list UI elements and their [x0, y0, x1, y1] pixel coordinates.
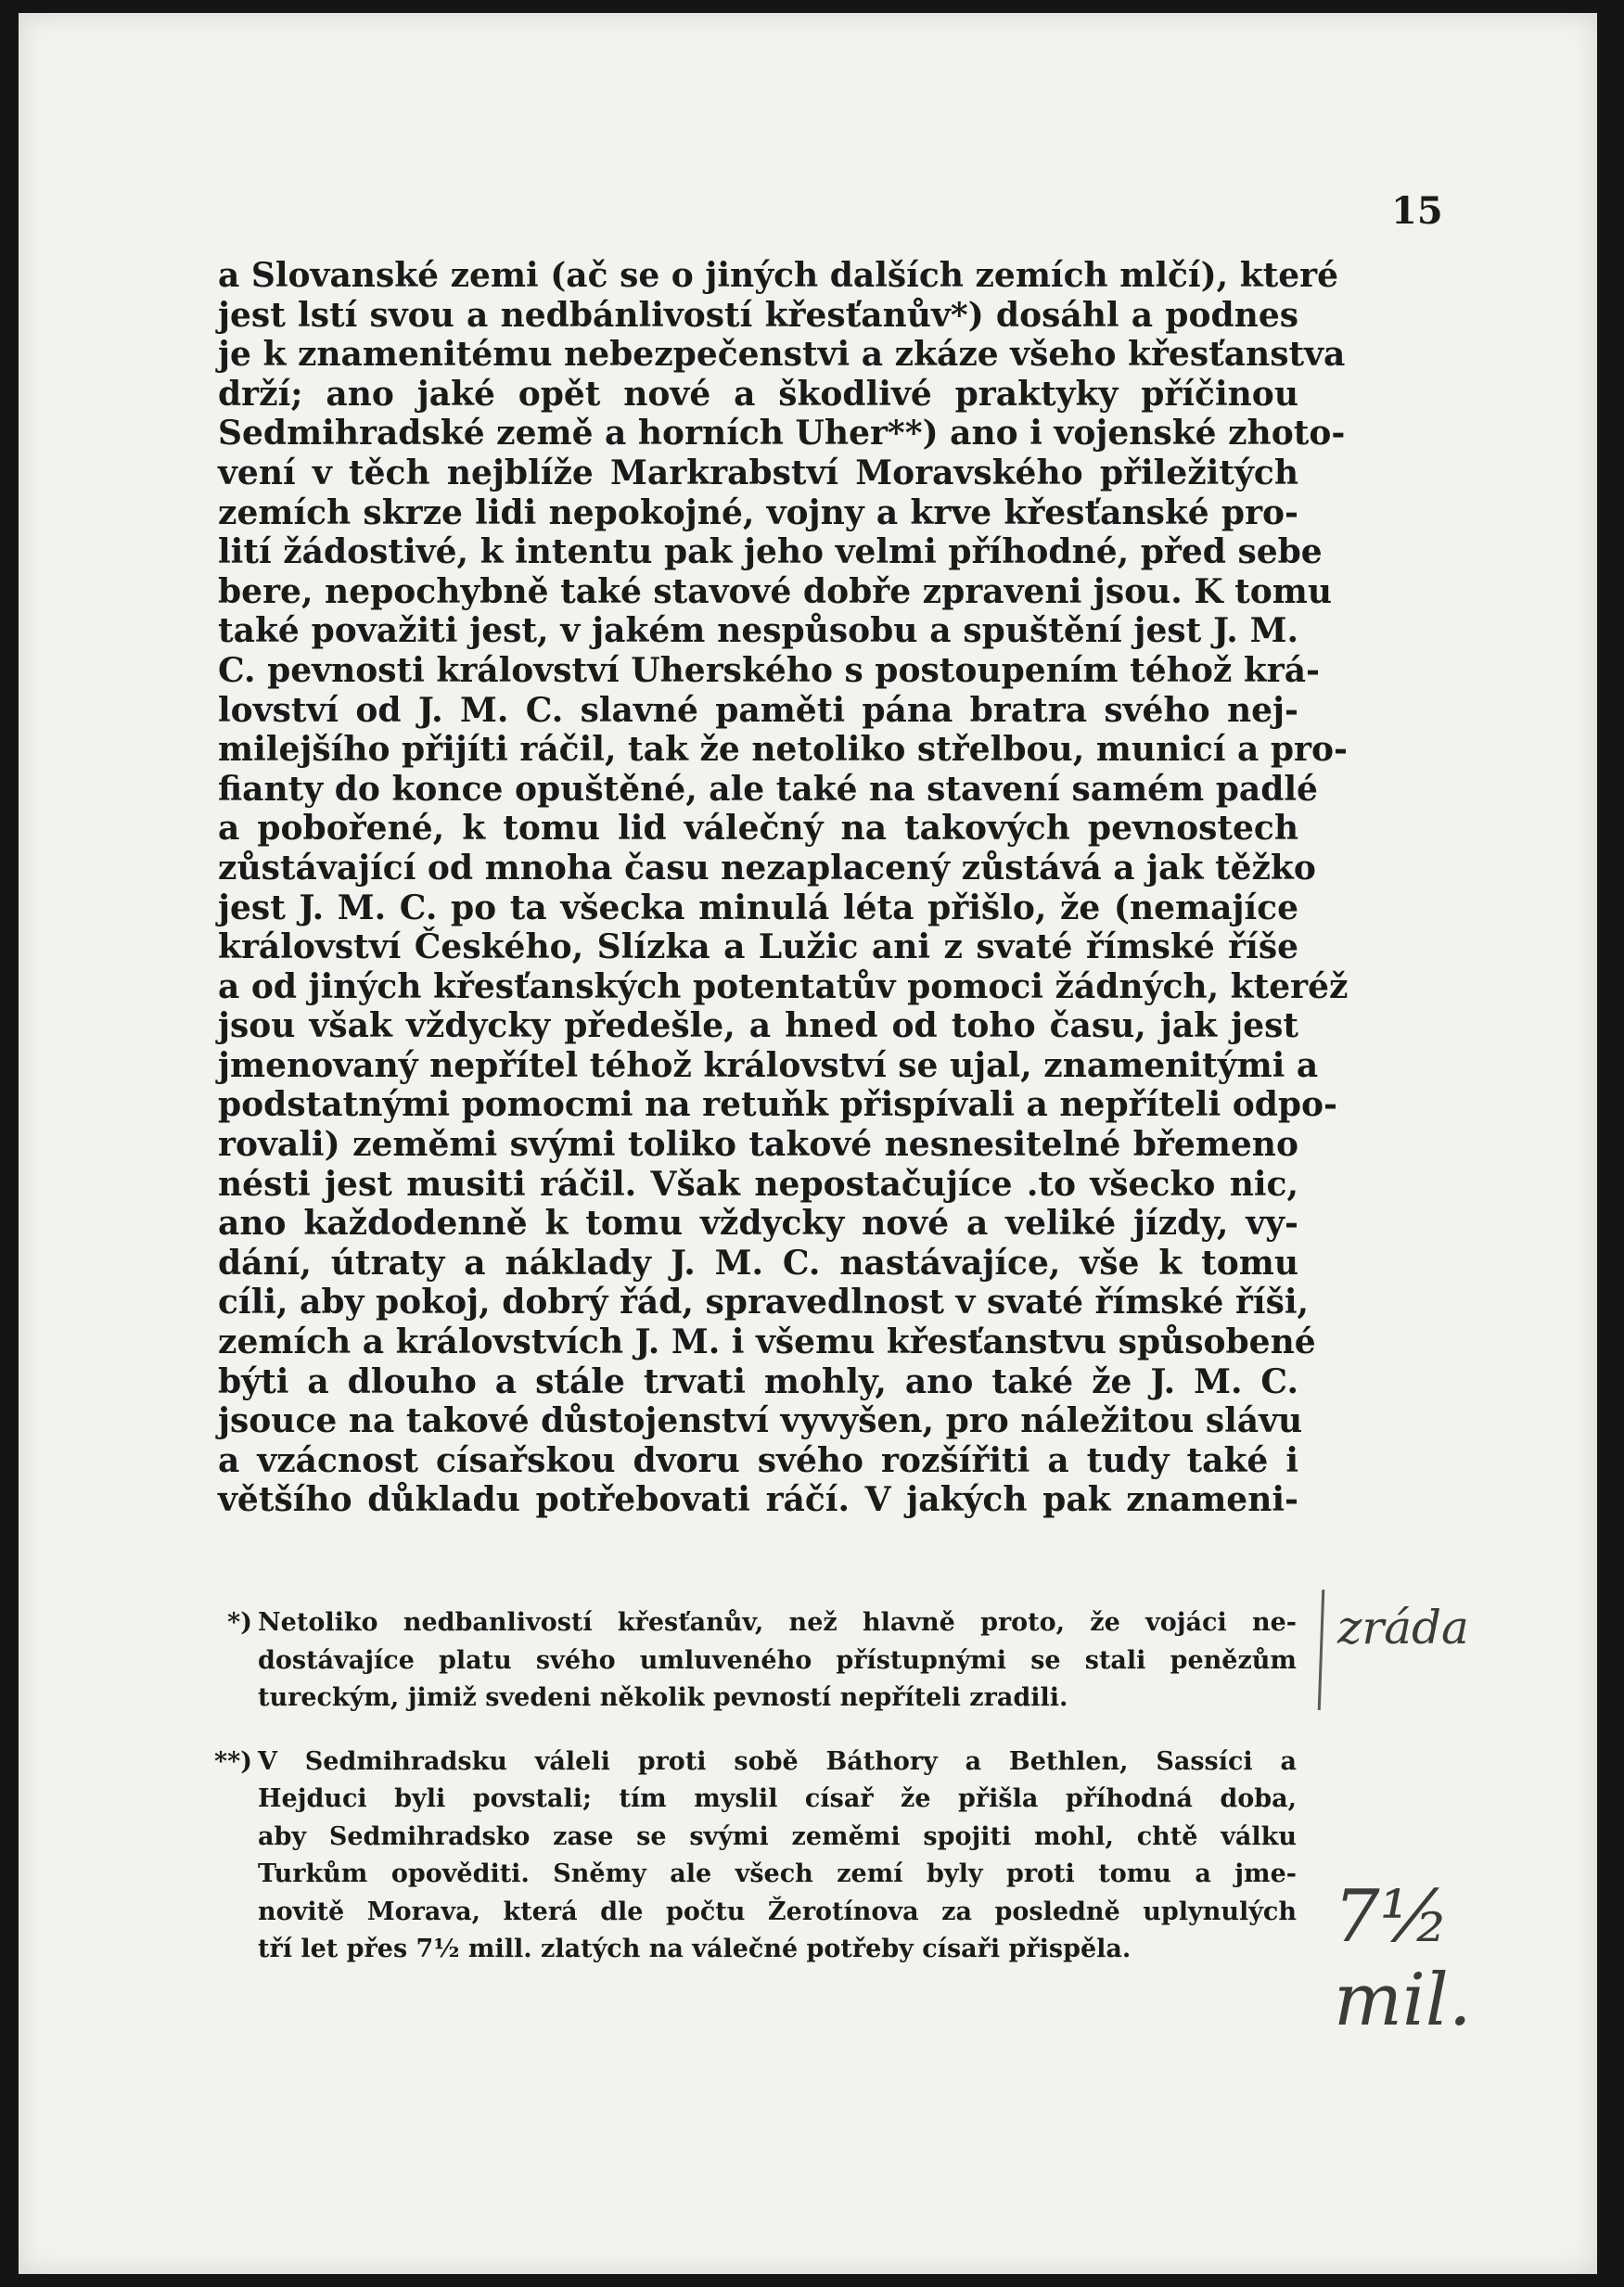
- footnote-marker: **): [213, 1746, 252, 1776]
- footnote-line: aby Sedmihradsko zase se svými zeměmi spojiti mohl, chtě válku: [258, 1821, 1297, 1851]
- footnote-line: Turkům opověditi. Sněmy ale všech zemí byly proti tomu a jme-: [258, 1859, 1297, 1888]
- text-line: lití žádostivé, k intentu pak jeho velmi příhodné, před sebe: [218, 532, 1323, 572]
- text-line: zemích a královstvích J. M. i všemu křesťanstvu spůsobené: [218, 1322, 1316, 1362]
- text-line: cíli, aby pokoj, dobrý řád, spravedlnost v svaté římské říši,: [218, 1283, 1310, 1322]
- text-line: podstatnými pomocmi na retuňk přispívali a nepříteli odpo-: [218, 1085, 1338, 1125]
- text-line: lovství od J. M. C. slavné paměti pána bratra svého nej-: [218, 690, 1298, 730]
- text-line: zůstávající od mnoha času nezaplacený zůstává a jak těžko: [218, 848, 1316, 888]
- text-line: jsouce na takové důstojenství vyvyšen, pro náležitou slávu: [218, 1401, 1303, 1441]
- text-line: je k znamenitému nebezpečenstvi a zkáze všeho křesťanstva: [218, 335, 1346, 375]
- text-line: jest lstí svou a nedbánlivostí křesťanův*) dosáhl a podnes: [218, 295, 1298, 335]
- text-line: také považiti jest, v jakém nespůsobu a spuštění jest J. M.: [218, 611, 1298, 651]
- footnote-line: tří let přes 7½ mill. zlatých na válečné potřeby císaři přispěla.: [258, 1935, 1132, 1963]
- text-line: bere, nepochybně také stavové dobře zpraveni jsou. K tomu: [218, 571, 1333, 611]
- text-line: jest J. M. C. po ta všecka minulá léta přišlo, že (nemajíce: [218, 888, 1298, 927]
- text-line: C. pevnosti království Uherského s postoupením téhož krá-: [218, 650, 1320, 690]
- text-line: nésti jest musiti ráčil. Však nepostačujíce .to všecko nic,: [218, 1164, 1298, 1204]
- text-line: zemích skrze lidi nepokojné, vojny a krve křesťanské pro-: [218, 492, 1298, 532]
- text-line: jmenovaný nepřítel téhož království se ujal, znamenitými a: [218, 1045, 1319, 1085]
- footnote-line: V Sedmihradsku váleli proti sobě Báthory a Bethlen, Sassíci a: [258, 1746, 1297, 1776]
- footnotes: [213, 1604, 1297, 1995]
- handwritten-margin-bar: [1318, 1590, 1325, 1710]
- text-line: rovali) zeměmi svými toliko takové nesnesitelné břemeno: [218, 1125, 1298, 1165]
- page-number: 15: [1391, 189, 1443, 233]
- text-line: býti a dlouho a stále trvati mohly, ano také že J. M. C.: [218, 1361, 1298, 1401]
- footnote: [227, 1604, 1297, 1718]
- handwritten-note-amount: 7½ mil.: [1334, 1875, 1472, 2042]
- footnote-line: Netoliko nedbanlivostí křesťanův, než hlavně proto, že vojáci ne-: [258, 1608, 1297, 1637]
- text-line: vení v těch nejblíže Markrabství Moravského přiležitých: [218, 453, 1298, 492]
- footnote: [213, 1744, 1297, 1969]
- text-line: a vzácnost císařskou dvoru svého rozšířiti a tudy také i: [218, 1440, 1298, 1480]
- document-page: [19, 13, 1597, 2274]
- handwritten-note-zrada: zráda: [1337, 1601, 1469, 1655]
- text-line: fianty do konce opuštěné, ale také na stavení samém padlé: [218, 769, 1318, 809]
- text-line: a pobořené, k tomu lid válečný na takových pevnostech: [218, 809, 1298, 849]
- text-line: jsou však vždycky předešle, a hned od toho času, jak jest: [218, 1006, 1298, 1046]
- text-line: ano každodenně k tomu vždycky nové a veliké jízdy, vy-: [218, 1204, 1298, 1244]
- text-line: Sedmihradské země a horních Uher**) ano i vojenské zhoto-: [218, 414, 1346, 454]
- text-line: a Slovanské zemi (ač se o jiných dalších zemích mlčí), které: [218, 256, 1339, 295]
- text-line: drží; ano jaké opět nové a škodlivé praktyky příčinou: [218, 374, 1298, 414]
- footnote-line: tureckým, jimiž svedeni několik pevností nepříteli zradili.: [258, 1683, 1068, 1712]
- footnote-marker: *): [227, 1608, 252, 1637]
- text-line: milejšího přijíti ráčil, tak že netoliko střelbou, municí a pro-: [218, 730, 1348, 770]
- text-line: většího důkladu potřebovati ráčí. V jakých pak znameni-: [218, 1480, 1298, 1520]
- text-line: dání, útraty a náklady J. M. C. nastávajíce, vše k tomu: [218, 1243, 1298, 1283]
- text-line: a od jiných křesťanských potentatův pomoci žádných, kteréž: [218, 966, 1349, 1006]
- footnote-line: dostávajíce platu svého umluveného přístupnými se stali penězům: [258, 1645, 1297, 1675]
- text-line: království Českého, Slízka a Lužic ani z svaté římské říše: [218, 927, 1298, 967]
- body-text: [218, 256, 1349, 1520]
- footnote-line: Hejduci byli povstali; tím myslil císař že přišla příhodná doba,: [258, 1784, 1297, 1813]
- footnote-line: novitě Morava, která dle počtu Žerotínova za posledně uplynulých: [258, 1897, 1297, 1926]
